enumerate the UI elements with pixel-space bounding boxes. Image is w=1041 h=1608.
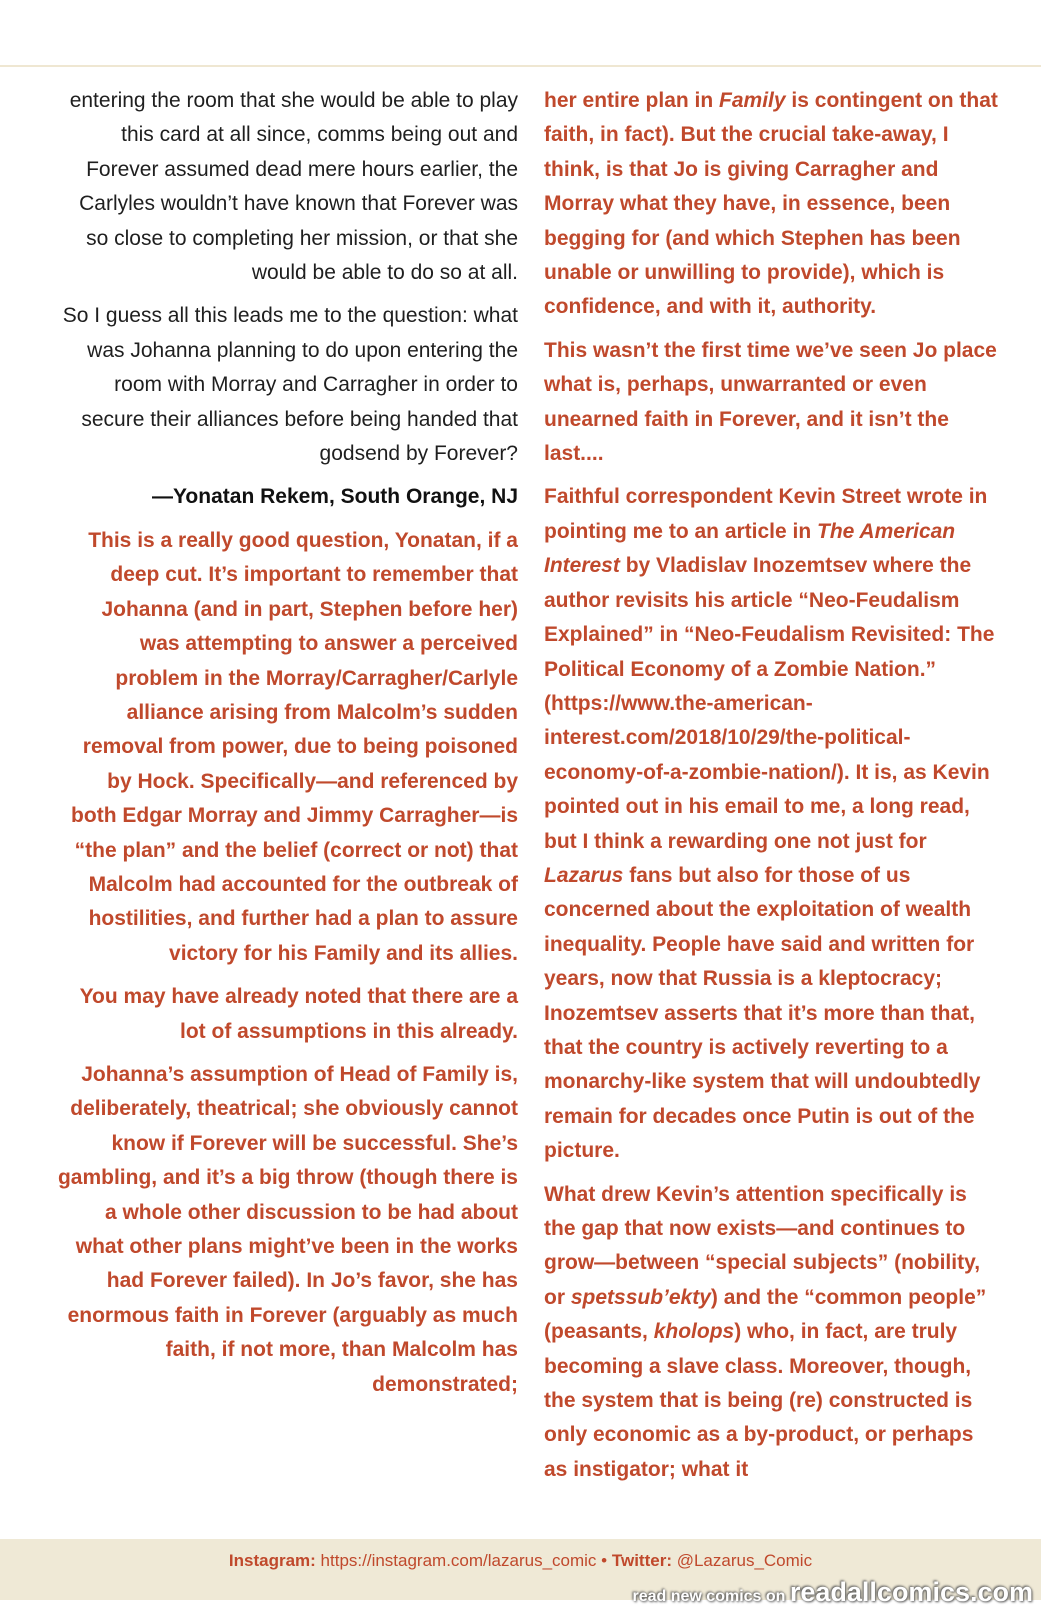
title-lazarus: Lazarus [544,863,624,887]
watermark [632,1577,1033,1608]
instagram-link[interactable]: https://instagram.com/lazarus_comic [320,1551,597,1570]
twitter-link[interactable]: @Lazarus_Comic [676,1551,813,1570]
title-family: Family [719,89,786,112]
footer-separator: • [601,1551,608,1570]
twitter-label: Twitter: [611,1551,672,1570]
left-column [56,84,518,1411]
letter-paragraph-2: So I guess all this leads me to the question: what was Johanna planning to do upon entering the room with Morray and Carragher in order to secure their alliances before being handed that godsend by Forever? [62,304,518,466]
reply-paragraph-1: This is a really good question, Yonatan, if a deep cut. It’s important to remember that Johanna (and in part, Stephen before her) was attempting to answer a perceived problem in the Morray/Carragher/Carlyle alliance arising from Malcolm’s sudden removal from power, due to being poisoned by Hock. Specifically—and referenced by both Edgar Morray and Jimmy Carragher—is “the plan” and the belief (correct or not) that Malcolm had accounted for the outbreak of hostilities, and further had a plan to assure victory for his Family and its allies. [71,528,518,965]
reply-paragraph-3: Johanna’s assumption of Head of Family is, deliberately, theatrical; she obviously cannot know if Forever will be successful. She’s gambling, and it’s a big throw (though there is a whole other discussion to be had about what other plans might’ve been in the works had Forever failed). In Jo’s favor, she has enormous faith in Forever (arguably as much faith, if not more, than Malcolm has demonstrated; [57,1062,518,1396]
reply-paragraph-2: You may have already noted that there are a lot of assumptions in this already. [79,985,518,1043]
reply-paragraph-4: her entire plan in Family is contingent on that faith, in fact). But the crucial take-away, I think, is that Jo is giving Carragher and Morray what they have, in essence, been begging for (and which Stephen has been unable or unwilling to provide), which is confidence, and with it, authority. [544,89,998,319]
instagram-label: Instagram: [228,1551,316,1570]
top-divider [0,65,1041,67]
letter-signature: —Yonatan Rekem, South Orange, NJ [151,485,518,509]
watermark-prefix: read new comics on [632,1588,786,1605]
reply-paragraph-6: Faithful correspondent Kevin Street wrote in pointing me to an article in The American Interest by Vladislav Inozemtsev where the author revisits his article “Neo-Feudalism Explained” in “Neo-Feudalism Revisited: The Political Economy of a Zombie Nation.” (https://www.the-american-interest.com/2018/10/29/the-political-economy-of-a-zombie-nation/). It is, as Kevin pointed out in his email to me, a long read, but I think a rewarding one not just for Lazarus fans but also for those of us concerned about the exploitation of wealth inequality. People have said and written for years, now that Russia is a kleptocracy; Inozemtsev asserts that it’s more than that, that the country is actively reverting to a monarchy-like system that will undoubtedly remain for decades once Putin is out of the picture. [544,485,995,1163]
letter-paragraph-1: entering the room that she would be able to play this card at all since, comms being out and Forever assumed dead mere hours earlier, the Carlyles wouldn’t have known that Forever was so close to completing her mission, or that she would be able to do so at all. [69,89,518,285]
term-kholops: kholops [653,1320,735,1344]
title-american-interest: The American Interest [544,519,956,578]
term-spetssubekty: spetssub’ekty [570,1285,711,1309]
watermark-site[interactable]: readallcomics.com [789,1577,1033,1607]
reply-paragraph-7: What drew Kevin’s attention specifically is the gap that now exists—and continues to grow—between “special subjects” (nobility, or spetssub’ekty) and the “common people” (peasants, kholops) who, in fact, are truly becoming a slave class. Moreover, though, the system that is being (re) constructed is only economic as a by-product, or perhaps as instigator; what it [544,1182,987,1481]
footer-bar [0,1539,1041,1607]
reply-paragraph-5: This wasn’t the first time we’ve seen Jo place what is, perhaps, unwarranted or even unearned faith in Forever, and it isn’t the last.... [544,338,997,466]
footer-links [0,1551,1041,1571]
right-column [544,84,999,1496]
